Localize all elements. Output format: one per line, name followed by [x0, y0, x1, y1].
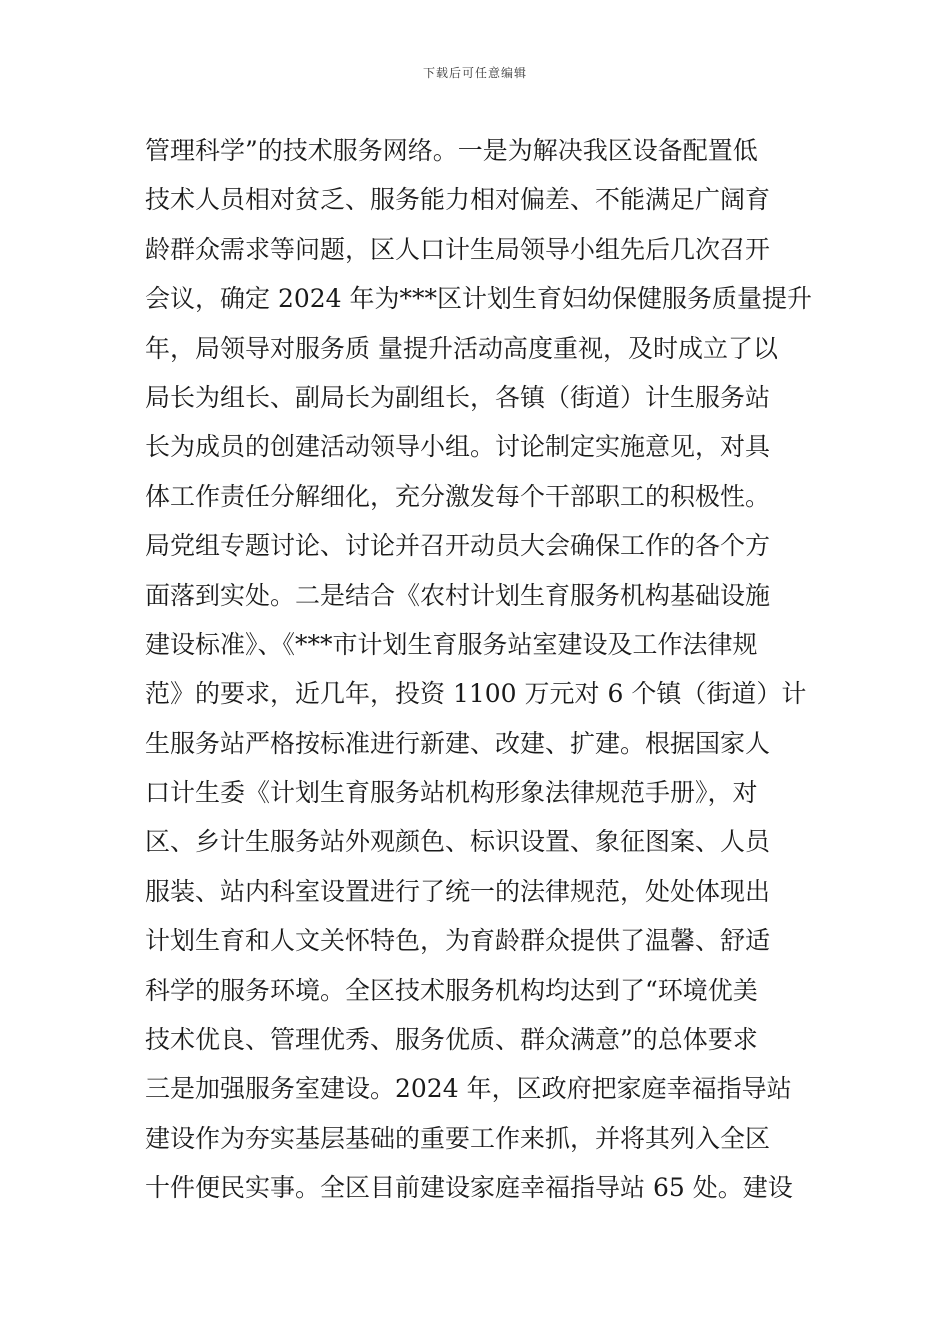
text-line: 局长为组长、副局长为副组长，各镇（街道）计生服务站 — [145, 382, 771, 412]
text-line: 体工作责任分解细化，充分激发每个干部职工的积极性。 — [145, 481, 771, 511]
text-line: 龄群众需求等问题，区人口计生局领导小组先后几次召开 — [145, 234, 771, 264]
text-line: 建设标准》、《***市计划生育服务站室建设及工作法律规 — [145, 629, 758, 659]
text-line: 服装、站内科室设置进行了统一的法律规范，处处体现出 — [145, 876, 771, 906]
text-line: 区、乡计生服务站外观颜色、标识设置、象征图案、人员 — [145, 827, 771, 857]
text-line: 三是加强服务室建设。2024 年，区政府把家庭幸福指导站 — [145, 1074, 792, 1104]
text-line: 年，局领导对服务质 量提升活动高度重视，及时成立了以 — [145, 333, 778, 363]
text-line: 口计生委《计划生育服务站机构形象法律规范手册》，对 — [145, 778, 758, 808]
text-line: 会议，确定 2024 年为***区计划生育妇幼保健服务质量提升 — [145, 284, 813, 314]
text-line: 管理科学”的技术服务网络。一是为解决我区设备配置低 — [145, 136, 758, 165]
text-line: 局党组专题讨论、讨论并召开动员大会确保工作的各个方 — [145, 531, 771, 561]
text-line: 建设作为夯实基层基础的重要工作来抓，并将其列入全区 — [145, 1123, 771, 1153]
text-line: 技术人员相对贫乏、服务能力相对偏差、不能满足广阔育 — [145, 185, 771, 215]
document-body — [145, 126, 815, 1213]
text-line: 范》的要求，近几年，投资 1100 万元对 6 个镇（街道）计 — [145, 679, 807, 709]
text-line: 科学的服务环境。全区技术服务机构均达到了“环境优美 — [145, 975, 758, 1005]
text-line: 计划生育和人文关怀特色，为育龄群众提供了温馨、舒适 — [145, 926, 771, 956]
text-line: 长为成员的创建活动领导小组。讨论制定实施意见，对具 — [145, 432, 771, 462]
text-line: 技术优良、管理优秀、服务优质、群众满意”的总体要求 — [145, 1025, 758, 1055]
text-line: 面落到实处。二是结合《农村计划生育服务机构基础设施 — [145, 580, 771, 610]
text-line: 十件便民实事。全区目前建设家庭幸福指导站 65 处。建设 — [145, 1173, 793, 1203]
text-line: 生服务站严格按标准进行新建、改建、扩建。根据国家人 — [145, 728, 771, 758]
page-header: 下载后可任意编辑 — [422, 66, 527, 80]
